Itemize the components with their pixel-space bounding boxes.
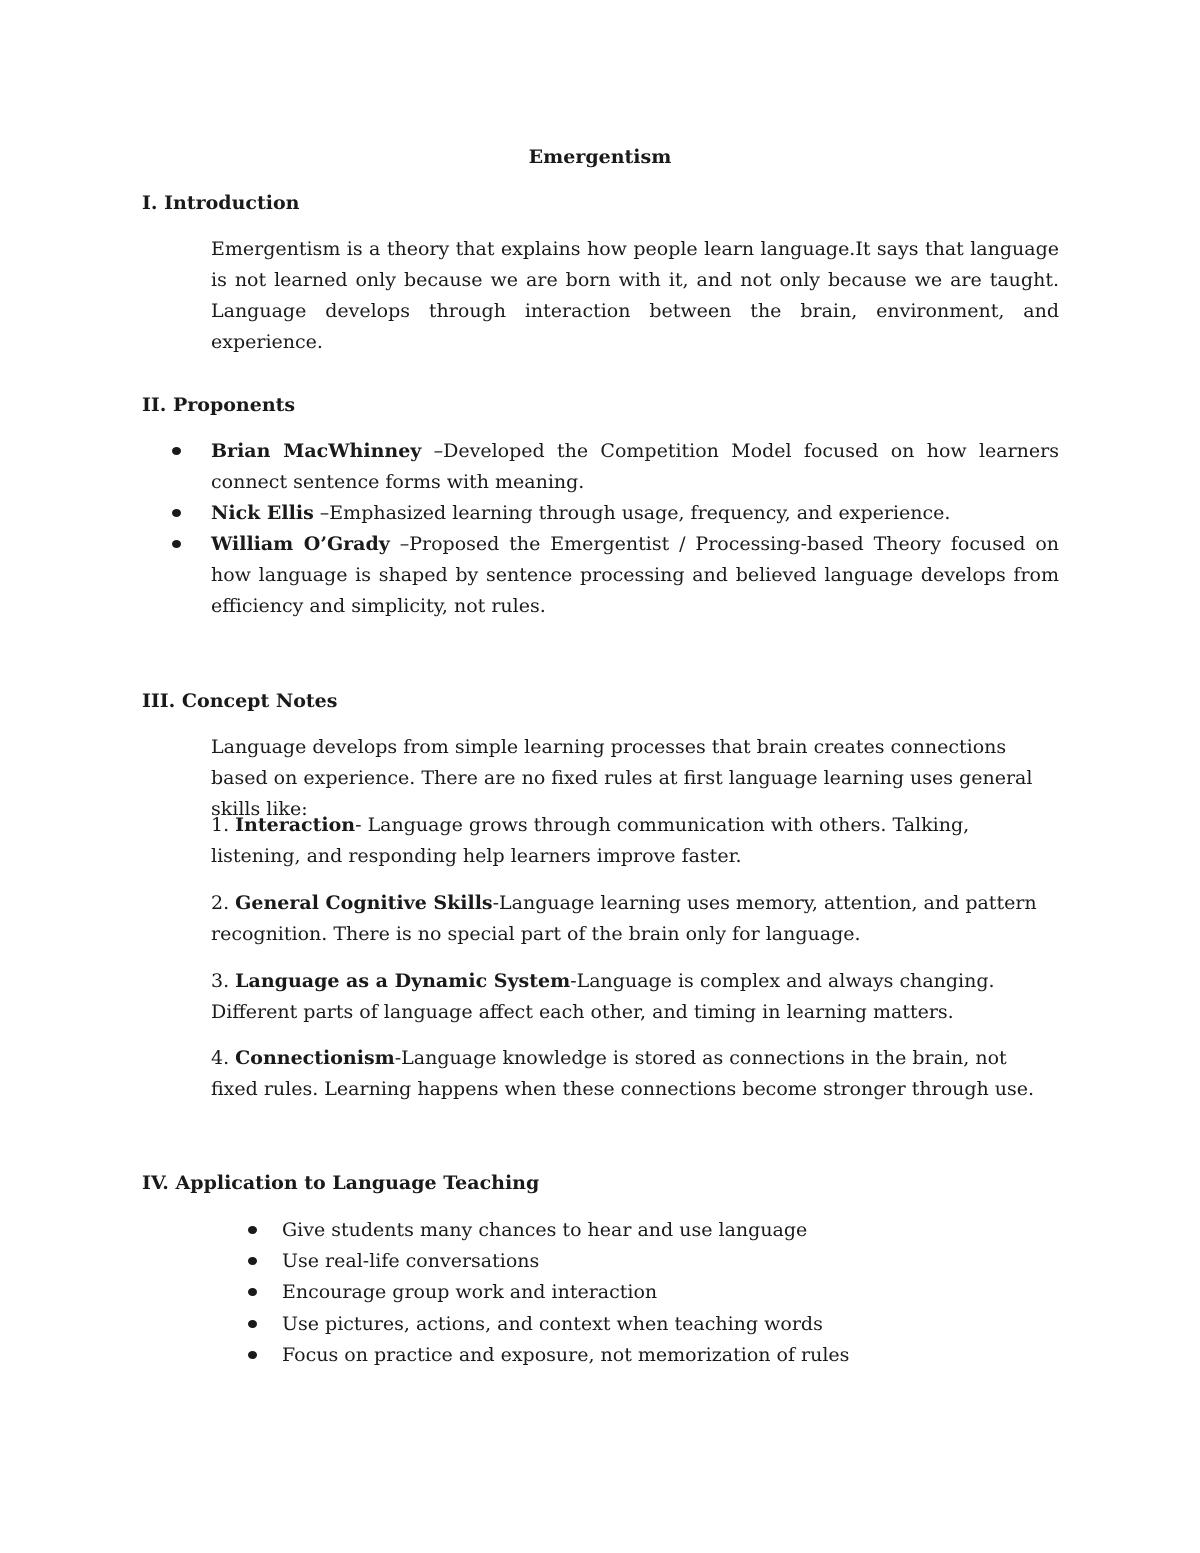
concept-term: Interaction xyxy=(235,814,356,836)
application-item-text: Give students many chances to hear and use language xyxy=(282,1219,808,1241)
application-item-text: Use real-life conversations xyxy=(282,1250,540,1273)
bullet-icon xyxy=(172,447,181,455)
concept-item xyxy=(211,1043,1059,1105)
proponent-description: –Emphasized learning through usage, frequency, and experience. xyxy=(313,502,951,524)
list-item xyxy=(282,1246,1082,1277)
concept-description: -Language learning uses memory, attention, and pattern recognition. There is no special part of the brain only for language. xyxy=(211,892,1037,945)
proponent-description: –Proposed the Emergentist / Processing-based Theory focused on how language is shaped by sentence processing and believed language develops from efficiency and simplicity, not rules. xyxy=(211,533,1059,617)
concept-number: 2. xyxy=(211,892,236,914)
concept-number: 4. xyxy=(211,1047,236,1069)
concept-description: -Language is complex and always changing. Different parts of language affect each other, and timing in learning matters. xyxy=(211,970,995,1023)
bullet-icon xyxy=(248,1351,257,1359)
proponent-description: –Developed the Competition Model focused on how learners connect sentence forms with meaning. xyxy=(211,440,1059,493)
concept-number: 1. xyxy=(211,814,236,836)
document-title: Emergentism xyxy=(528,146,672,168)
heading-proponents: II. Proponents xyxy=(142,394,296,416)
concept-term: Connectionism xyxy=(235,1047,395,1069)
list-item xyxy=(282,1340,1082,1371)
application-item-text: Use pictures, actions, and context when teaching words xyxy=(282,1312,823,1335)
list-item xyxy=(211,498,1059,529)
application-item-text: Encourage group work and interaction xyxy=(282,1281,658,1304)
application-item-text: Focus on practice and exposure, not memorization of rules xyxy=(282,1343,850,1366)
heading-concept-notes: III. Concept Notes xyxy=(142,690,338,712)
concept-item xyxy=(211,888,1059,950)
bullet-icon xyxy=(248,1288,257,1296)
proponent-name: William O’Grady xyxy=(211,533,390,555)
bullet-icon xyxy=(172,509,181,517)
bullet-icon xyxy=(248,1226,257,1234)
concept-item xyxy=(211,810,1059,872)
application-list xyxy=(282,1215,1082,1371)
list-item xyxy=(211,529,1059,622)
concept-item xyxy=(211,966,1059,1028)
proponent-name: Brian MacWhinney xyxy=(211,440,422,462)
heading-introduction: I. Introduction xyxy=(142,192,300,214)
concept-number: 3. xyxy=(211,970,236,992)
bullet-icon xyxy=(172,540,181,548)
heading-application: IV. Application to Language Teaching xyxy=(142,1172,540,1194)
list-item xyxy=(282,1215,1082,1246)
concept-description: -Language knowledge is stored as connections in the brain, not fixed rules. Learning happens when these connections become stronger through use. xyxy=(211,1047,1035,1100)
list-item xyxy=(282,1277,1082,1308)
concept-term: General Cognitive Skills xyxy=(235,892,493,914)
concept-term: Language as a Dynamic System xyxy=(235,970,571,992)
bullet-icon xyxy=(248,1257,257,1265)
introduction-paragraph: Emergentism is a theory that explains how people learn language.It says that language is not learned only because we are born with it, and not only because we are taught. Language develops through interaction between the brain, environment, and experience. xyxy=(211,238,1059,353)
list-item xyxy=(282,1309,1082,1340)
proponent-name: Nick Ellis xyxy=(211,502,314,524)
concept-intro-paragraph: Language develops from simple learning processes that brain creates connections based on experience. There are no fixed rules at first language learning uses general skills like: xyxy=(211,736,1033,820)
proponents-list xyxy=(211,436,1059,622)
list-item xyxy=(211,436,1059,498)
bullet-icon xyxy=(248,1320,257,1328)
concept-description: - Language grows through communication with others. Talking, listening, and responding help learners improve faster. xyxy=(211,814,970,867)
